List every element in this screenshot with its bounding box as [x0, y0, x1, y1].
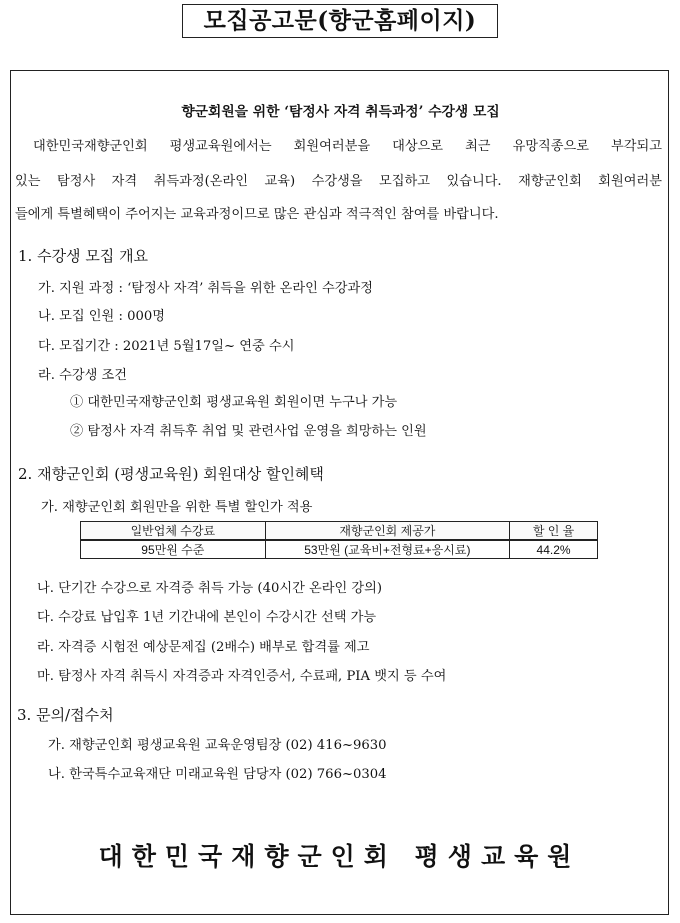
table-header-row: [81, 522, 598, 541]
s1-item-ra: 라. 수강생 조건: [38, 368, 128, 383]
s2-item-na: 나. 단기간 수강으로 자격증 취득 가능 (40시간 온라인 강의): [37, 581, 383, 596]
discount-table: [80, 521, 598, 559]
section-2-title: 2. 재향군인회 (평생교육원) 회원대상 할인혜택: [18, 465, 324, 483]
s1-item-na: 나. 모집 인원 : 000명: [38, 309, 166, 324]
s1-item-da: 다. 모집기간 : 2021년 5월17일~ 연중 수시: [38, 339, 295, 354]
s2-item-ra: 라. 자격증 시험전 예상문제집 (2배수) 배부로 합격률 제고: [37, 640, 370, 655]
header-member-price: 재향군인회 제공가: [265, 522, 509, 541]
intro-line-3: 들에게 특별혜택이 주어지는 교육과정이므로 많은 관심과 적극적인 참여를 바랍니다.: [15, 207, 499, 222]
announcement-frame: [10, 70, 669, 915]
cell-member-price: 53만원 (교육비+전형료+응시료): [265, 540, 509, 559]
page-title: 모집공고문(향군홈페이지): [182, 4, 498, 38]
header-regular-price: 일반업체 수강료: [81, 522, 266, 541]
s1-condition-1: ① 대한민국재향군인회 평생교육원 회원이면 누구나 가능: [70, 395, 398, 410]
s2-item-da: 다. 수강료 납입후 1년 기간내에 본인이 수강시간 선택 가능: [37, 610, 377, 625]
s2-item-ga: 가. 재향군인회 회원만을 위한 특별 할인가 적용: [41, 500, 313, 515]
section-1-title: 1. 수강생 모집 개요: [18, 247, 149, 265]
cell-discount-rate: 44.2%: [510, 540, 598, 559]
organization-name-footer: 대한민국재향군인회 평생교육원: [98, 842, 581, 871]
header-discount-rate: 할 인 율: [510, 522, 598, 541]
s1-condition-2: ② 탐정사 자격 취득후 취업 및 관련사업 운영을 희망하는 인원: [70, 424, 427, 439]
table-row: [81, 540, 598, 559]
s2-item-ma: 마. 탐정사 자격 취득시 자격증과 자격인증서, 수료패, PIA 뱃지 등 수여: [37, 669, 447, 684]
cell-regular-price: 95만원 수준: [81, 540, 266, 559]
intro-line-1: 대한민국재향군인회 평생교육원에서는 회원여러분을 대상으로 최근 유망직종으로 부각되고: [33, 139, 662, 154]
section-3-title: 3. 문의/접수처: [17, 706, 114, 724]
announcement-headline: 향군회원을 위한 ‘탐정사 자격 취득과정’ 수강생 모집: [181, 104, 500, 120]
s1-item-ga: 가. 지원 과정 : ‘탐정사 자격’ 취득을 위한 온라인 수강과정: [38, 281, 374, 296]
s3-item-ga: 가. 재향군인회 평생교육원 교육운영팀장 (02) 416~9630: [48, 738, 387, 753]
intro-line-2: 있는 탐정사 자격 취득과정(온라인 교육) 수강생을 모집하고 있습니다. 재향군인회 회원여러분: [15, 174, 662, 189]
s3-item-na: 나. 한국특수교육재단 미래교육원 담당자 (02) 766~0304: [48, 767, 387, 782]
